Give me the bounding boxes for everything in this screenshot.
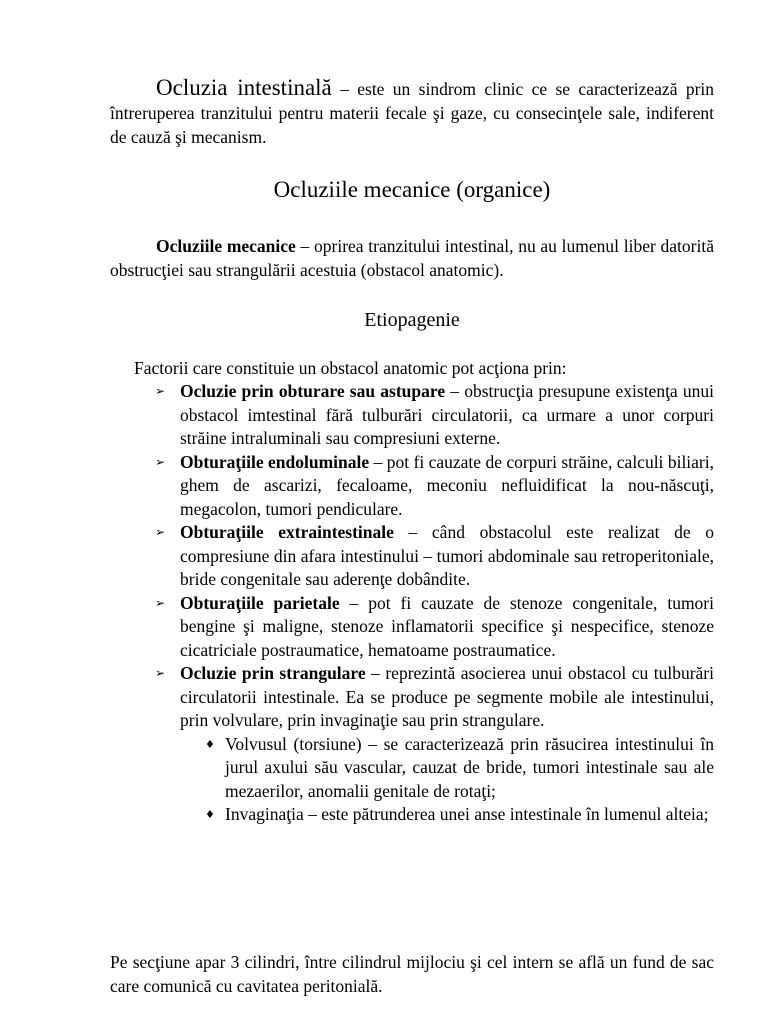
diamond-bullet-icon: ♦ (205, 737, 215, 751)
list-item-text: – când obstacolul este realizat de o compresiune din afara intestinului – tumori abdominale sau retroperitoniale, bride congenitale sau aderenţe dobândite. (180, 522, 714, 589)
list-item-term: Ocluzie prin obturare sau astupare (180, 381, 446, 401)
heading-etiopathogenesis: Etiopagenie (364, 309, 460, 331)
factor-list (155, 380, 714, 827)
intro-text: – este un sindrom clinic ce se caracterizează prin întreruperea tranzitului pentru materii fecale şi gaze, cu consecinţele sale, indiferent de cauză şi mecanism. (110, 79, 715, 147)
intro-paragraph (110, 76, 714, 149)
arrow-bullet-icon: ➢ (155, 384, 166, 398)
list-item-text: – obstrucţia presupune existenţa unui obstacol imtestinal fără tulburări circulatorii, ca urmare a unor corpuri străine intraluminali sau compresiuni externe. (180, 381, 714, 448)
arrow-bullet-icon: ➢ (155, 595, 166, 610)
sublist-item-text: Volvusul (torsiune) – se caracterizează prin răsucirea intestinului în jurul axului său vascular, cauzat de bride, tumori intestinale sau ale mezaerilor, anomalii genitale de rotaţi; (225, 733, 714, 801)
list-item (155, 451, 714, 522)
list-item-term: Obturaţiile parietale (180, 592, 340, 613)
list-item-text: – pot fi cauzate de stenoze congenitale, tumori bengine şi maligne, stenoze inflamatorii specifice şi nespecifice, stenoze cicatriciale postraumatice, hematoame postraumatice. (180, 592, 714, 660)
lead-paragraph: Factorii care constituie un obstacol anatomic pot acţiona prin: (134, 358, 567, 378)
sublist-item-text: Invaginaţia – este pătrunderea unei anse intestinale în lumenul alteia; (225, 804, 709, 824)
list-item (155, 662, 714, 827)
list-item-term: Ocluzie prin strangulare (180, 663, 366, 683)
closing-paragraph: Pe secţiune apar 3 cilindri, între cilindrul mijlociu şi cel intern se află un fund de sac care comunică cu cavitatea peritonială. (110, 952, 714, 996)
list-item-term: Obturaţiile endoluminale (180, 451, 370, 472)
list-item (155, 380, 714, 451)
heading-mechanical-occlusions: Ocluziile mecanice (organice) (273, 177, 551, 202)
arrow-bullet-icon: ➢ (155, 666, 166, 680)
diamond-bullet-icon: ♦ (205, 808, 215, 821)
definition-text: – oprirea tranzitului intestinal, nu au lumenul liber datorită obstrucţiei sau strangulării acestuia (obstacol anatomic). (110, 236, 714, 280)
arrow-bullet-icon: ➢ (155, 454, 166, 469)
list-item-term: Obturaţiile extraintestinale (180, 522, 394, 542)
list-item (155, 592, 714, 663)
strangulation-sublist (180, 733, 714, 827)
sublist-item (205, 733, 714, 804)
arrow-bullet-icon: ➢ (155, 525, 166, 539)
sublist-item (205, 803, 714, 827)
list-item-text: – pot fi cauzate de corpuri străine, calculi biliari, ghem de ascarizi, fecaloame, meconiu nefluidificat la nou-născuţi, megacolon, tumori pendiculare. (180, 451, 714, 519)
intro-term: Ocluzia intestinală (156, 75, 332, 100)
list-item-text: – reprezintă asocierea unui obstacol cu tulburări circulatorii intestinale. Ea se produce pe segmente mobile ale intestinului, prin volvulare, prin invaginaţie sau prin strangulare. (180, 663, 714, 730)
definition-term: Ocluziile mecanice (156, 236, 296, 256)
definition-paragraph (110, 234, 714, 282)
list-item (155, 521, 714, 592)
